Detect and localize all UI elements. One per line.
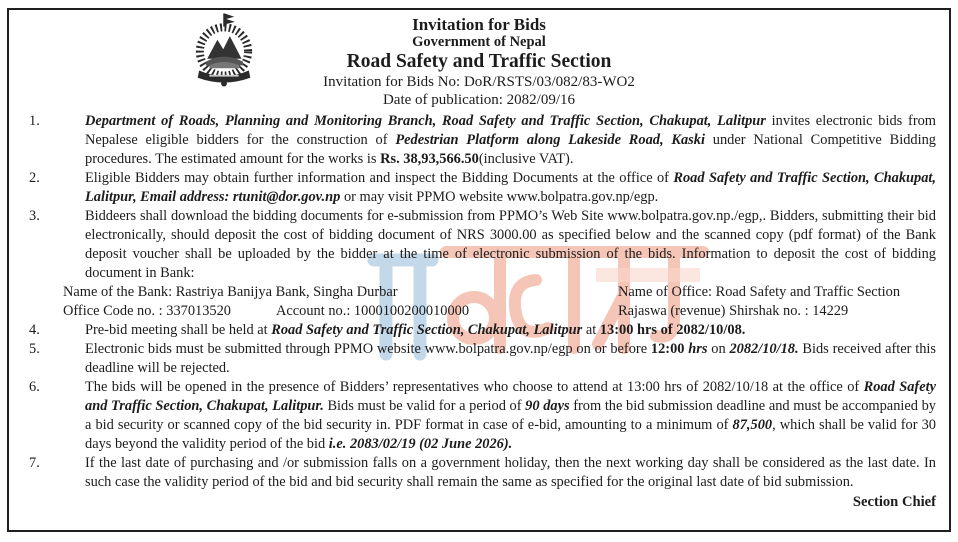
- clause-5: [9, 340, 949, 378]
- notice-content: [9, 10, 949, 530]
- clause-3: [9, 207, 949, 321]
- clause-number: 4.: [29, 322, 40, 338]
- bank-detail-row: [63, 302, 936, 321]
- clause-number: 1.: [29, 113, 40, 129]
- notice-title: Invitation for Bids: [412, 15, 546, 34]
- publication-date: Date of publication: 2082/09/16: [382, 92, 576, 108]
- bank-detail-left: Name of the Bank: Rastriya Banijya Bank, Singha Durbar: [63, 284, 398, 300]
- clause-number: 7.: [29, 455, 40, 471]
- clause-4: [9, 321, 949, 340]
- signature-title: Section Chief: [852, 494, 936, 510]
- clause-text: Pre-bid meeting shall be held at Road Safety and Traffic Section, Chakupat, Lalitpur at 13:00 hrs of 2082/10/08.: [85, 322, 746, 338]
- clause-text: Department of Roads, Planning and Monitoring Branch, Road Safety and Traffic Section, Chakupat, Lalitpur invites electronic bids from Nepalese eligible bidders for the construction of Pedestrian Platform along Lakeside Road, Kaski under National Competitive Bidding procedures. The estimated amount for the works is Rs. 38,93,566.50(inclusive VAT).: [85, 113, 936, 167]
- clause-7: [9, 454, 949, 492]
- clause-text: Biddeers shall download the bidding documents for e-submission from PPMO’s Web Site www.bolpatra.gov.np./egp,. Bidders, submitting their bid electronically, should deposit the cost of bidding document of NRS 3000.00 as specified below and the scanned copy (pdf format) of the Bank deposit voucher shall be uploaded by the bidder at the time of electronic submission of the bids. Information to deposit the cost of bidding document in Bank: Name of the Bank: Rastriya Banijya Bank, Singha Durbar Name of Office: Road Safety and Traffic Section Office Code no. : 337013520 Account no.: 1000100200010000 Rajaswa (revenue) Shirshak no. : 14229: [63, 208, 936, 319]
- clause-number: 3.: [29, 208, 40, 224]
- clause-1: [9, 112, 949, 169]
- bid-number-line: Invitation for Bids No: DoR/RSTS/03/082/83-WO2: [323, 74, 635, 90]
- nepal-government-emblem-icon: [187, 12, 261, 88]
- bank-detail-row: [63, 283, 936, 302]
- clause-text: Eligible Bidders may obtain further information and inspect the Bidding Documents at the office of Road Safety and Traffic Section, Chakupat, Lalitpur, Email address: rtunit@dor.gov.np or may visit PPMO website www.bolpatra.gov.np/egp.: [85, 170, 937, 205]
- bank-deposit-details: [63, 283, 936, 321]
- notice-header: [9, 10, 949, 109]
- government-line: Government of Nepal: [412, 34, 546, 50]
- bank-detail-right: Rajaswa (revenue) Shirshak no. : 14229: [618, 303, 849, 319]
- clause-text: If the last date of purchasing and /or submission falls on a government holiday, then the next working day shall be considered as the last date. In such case the validity period of the bid and bid security shall remain the same as specified for the original last date of bid submission.: [85, 455, 936, 490]
- numbered-clauses-list: [9, 112, 949, 492]
- clause-text: The bids will be opened in the presence of Bidders’ representatives who choose to attend at 13:00 hrs of 2082/10/18 at the office of Road Safety and Traffic Section, Chakupat, Lalitpur. Bids must be valid for a period of 90 days from the bid submission deadline and must be accompanied by a bid security or scanned copy of the bid security in. PDF format in case of e-bid, amounting to a minimum of 87,500, which shall be valid for 30 days beyond the validity period of the bid i.e. 2083/02/19 (02 June 2026).: [85, 379, 937, 452]
- clause-number: 5.: [29, 341, 40, 357]
- clause-2: [9, 169, 949, 207]
- clause-text: Electronic bids must be submitted through PPMO website www.bolpatra.gov.np/egp on or before 12:00 hrs on 2082/10/18. Bids received after this deadline will be rejected.: [85, 341, 937, 376]
- bank-detail-right: Name of Office: Road Safety and Traffic Section: [618, 284, 901, 300]
- section-name: Road Safety and Traffic Section: [346, 51, 612, 72]
- clause-number: 6.: [29, 379, 40, 395]
- clause-number: 2.: [29, 170, 40, 186]
- bank-detail-left: Office Code no. : 337013520 Account no.: 1000100200010000: [63, 303, 470, 319]
- clause-6: [9, 378, 949, 454]
